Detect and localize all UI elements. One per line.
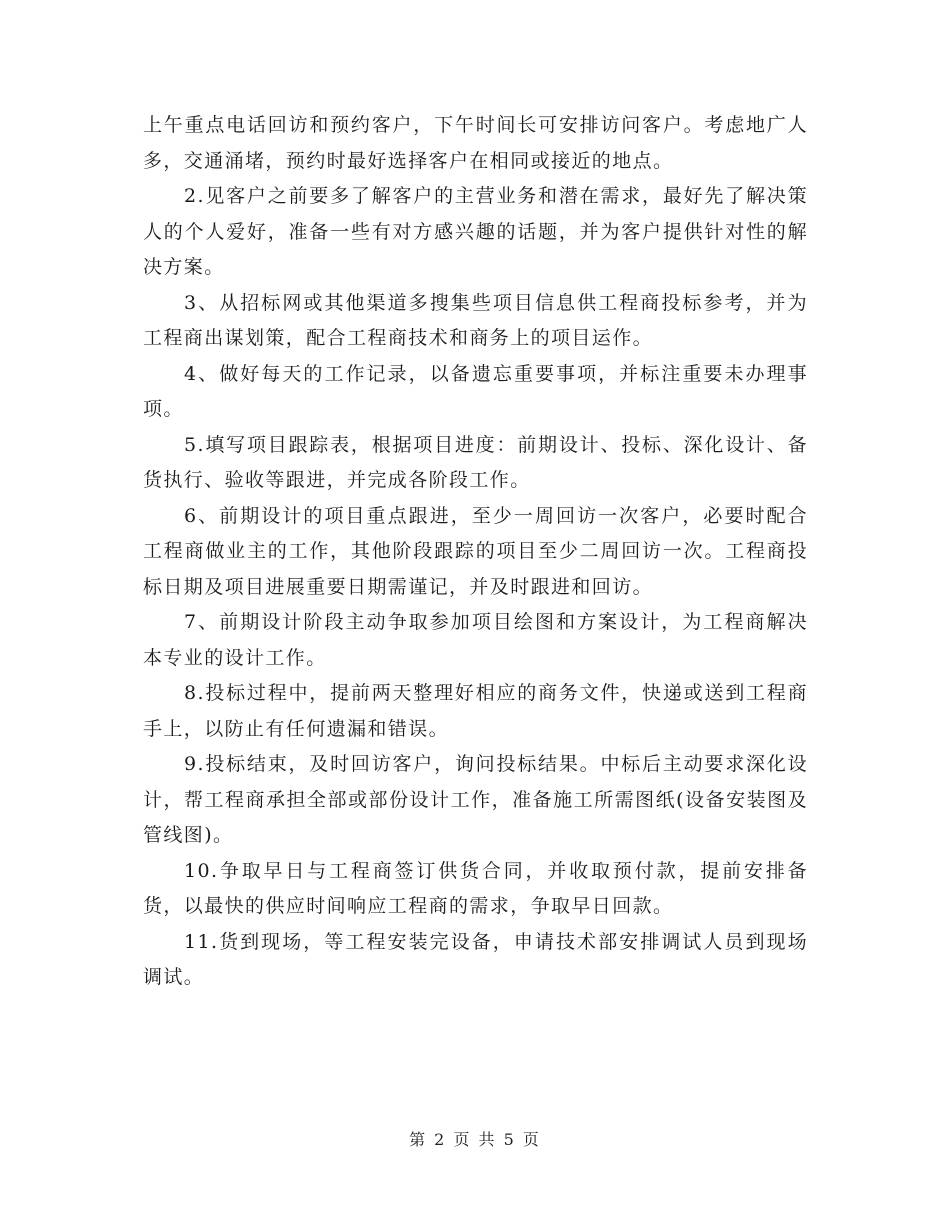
paragraph-1: 上午重点电话回访和预约客户，下午时间长可安排访问客户。考虑地广人多，交通涌堵，预约时最好选择客户在相同或接近的地点。 <box>143 114 808 172</box>
paragraph-3: 3、从招标网或其他渠道多搜集些项目信息供工程商投标参考，并为工程商出谋划策，配合工程商技术和商务上的项目运作。 <box>143 291 808 349</box>
document-body <box>143 108 808 996</box>
paragraph-8: 8.投标过程中，提前两天整理好相应的商务文件，快递或送到工程商手上，以防止有任何遗漏和错误。 <box>143 682 808 740</box>
paragraph-4: 4、做好每天的工作记录，以备遗忘重要事项，并标注重要未办理事项。 <box>143 362 808 420</box>
paragraph-6: 6、前期设计的项目重点跟进，至少一周回访一次客户，必要时配合工程商做业主的工作，其他阶段跟踪的项目至少二周回访一次。工程商投标日期及项目进展重要日期需谨记，并及时跟进和回访。 <box>143 504 808 598</box>
page-number-footer: 第 2 页 共 5 页 <box>409 1130 541 1149</box>
paragraph-10: 10.争取早日与工程商签订供货合同，并收取预付款，提前安排备货，以最快的供应时间响应工程商的需求，争取早日回款。 <box>143 859 808 917</box>
paragraph-2: 2.见客户之前要多了解客户的主营业务和潜在需求，最好先了解决策人的个人爱好，准备一些有对方感兴趣的话题，并为客户提供针对性的解决方案。 <box>143 185 808 278</box>
paragraph-7: 7、前期设计阶段主动争取参加项目绘图和方案设计，为工程商解决本专业的设计工作。 <box>143 611 808 669</box>
paragraph-5: 5.填写项目跟踪表，根据项目进度：前期设计、投标、深化设计、备货执行、验收等跟进，并完成各阶段工作。 <box>143 433 808 491</box>
paragraph-9: 9.投标结束，及时回访客户，询问投标结果。中标后主动要求深化设计，帮工程商承担全部或部份设计工作，准备施工所需图纸(设备安装图及管线图)。 <box>143 753 808 846</box>
paragraph-11: 11.货到现场，等工程安装完设备，申请技术部安排调试人员到现场调试。 <box>143 930 808 988</box>
